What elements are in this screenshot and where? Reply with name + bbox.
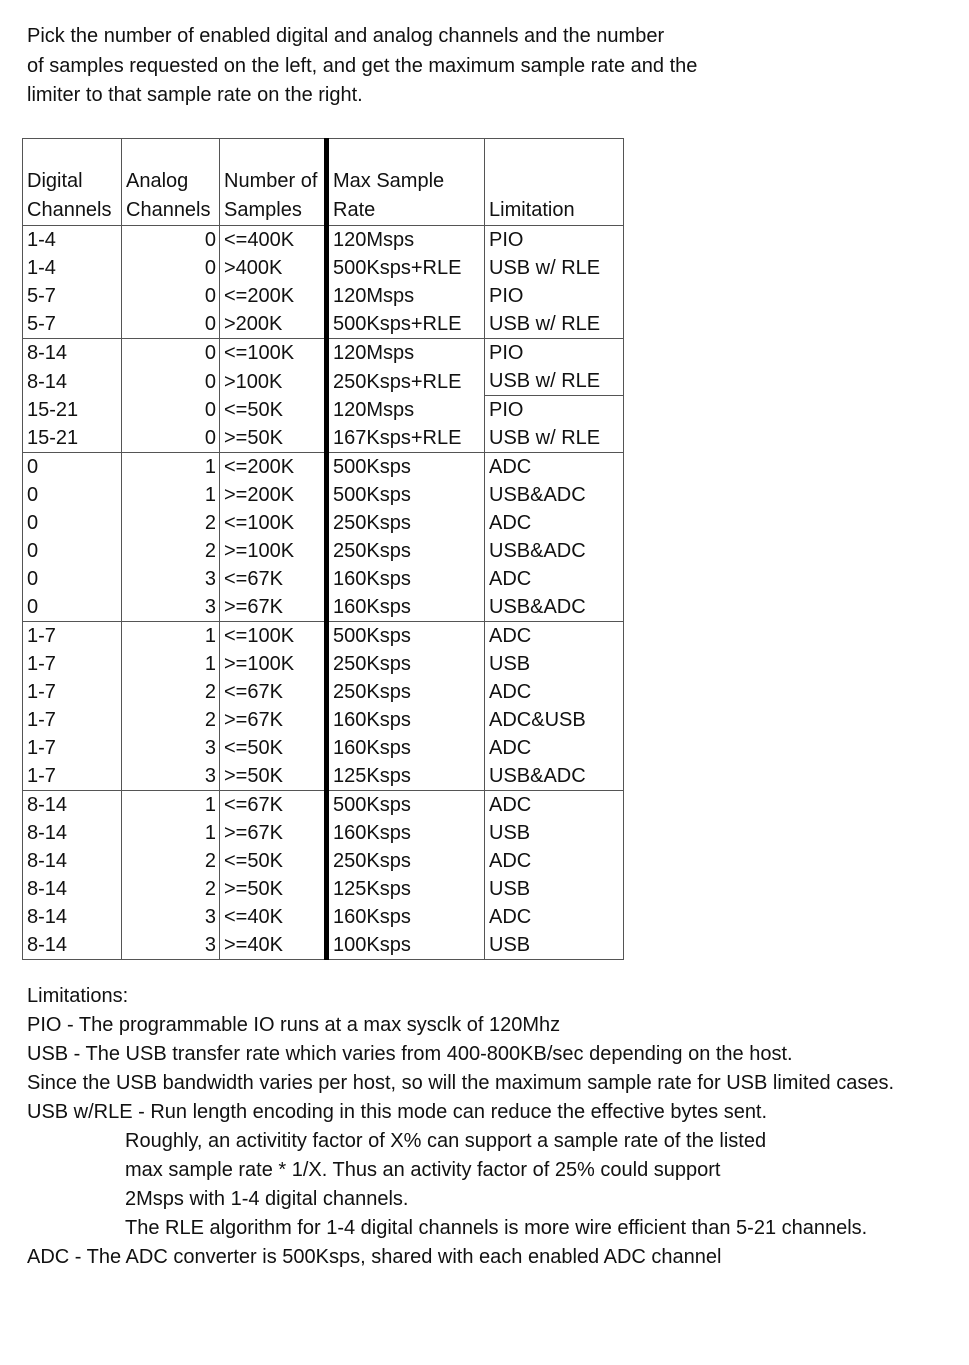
note-usb: USB - The USB transfer rate which varies from 400-800KB/sec depending on the host.	[27, 1043, 793, 1065]
cell-analog-channels: 0	[122, 254, 220, 282]
cell-digital-channels: 0	[23, 537, 122, 565]
intro-line: Pick the number of enabled digital and analog channels and the number	[27, 25, 665, 47]
cell-digital-channels: 8-14	[23, 367, 122, 396]
cell-digital-channels: 1-7	[23, 678, 122, 706]
table-row	[23, 819, 624, 847]
cell-analog-channels: 2	[122, 509, 220, 537]
cell-limitation: ADC	[485, 791, 624, 820]
cell-analog-channels: 3	[122, 903, 220, 931]
table-row	[23, 931, 624, 960]
cell-limitation: PIO	[485, 282, 624, 310]
cell-max-sample-rate: 250Ksps	[327, 847, 485, 875]
table-row	[23, 282, 624, 310]
cell-analog-channels: 1	[122, 622, 220, 651]
cell-digital-channels: 15-21	[23, 396, 122, 425]
cell-analog-channels: 2	[122, 875, 220, 903]
cell-max-sample-rate: 250Ksps+RLE	[327, 367, 485, 396]
table-row	[23, 226, 624, 255]
cell-digital-channels: 0	[23, 593, 122, 622]
table-row	[23, 565, 624, 593]
cell-limitation: ADC	[485, 509, 624, 537]
cell-digital-channels: 8-14	[23, 847, 122, 875]
cell-analog-channels: 2	[122, 537, 220, 565]
cell-digital-channels: 1-4	[23, 254, 122, 282]
cell-max-sample-rate: 160Ksps	[327, 593, 485, 622]
table-row	[23, 706, 624, 734]
cell-digital-channels: 5-7	[23, 310, 122, 339]
cell-max-sample-rate: 125Ksps	[327, 762, 485, 791]
cell-number-of-samples: >=67K	[220, 593, 327, 622]
cell-digital-channels: 5-7	[23, 282, 122, 310]
cell-max-sample-rate: 160Ksps	[327, 706, 485, 734]
cell-limitation: USB&ADC	[485, 762, 624, 791]
table-row	[23, 650, 624, 678]
cell-limitation: USB&ADC	[485, 481, 624, 509]
cell-number-of-samples: >=50K	[220, 875, 327, 903]
cell-digital-channels: 0	[23, 453, 122, 482]
cell-digital-channels: 1-7	[23, 622, 122, 651]
note-pio: PIO - The programmable IO runs at a max sysclk of 120Mhz	[27, 1014, 561, 1036]
cell-analog-channels: 0	[122, 396, 220, 425]
cell-digital-channels: 15-21	[23, 424, 122, 453]
cell-max-sample-rate: 160Ksps	[327, 819, 485, 847]
note-rle-detail: max sample rate * 1/X. Thus an activity factor of 25% could support	[125, 1159, 721, 1181]
table-row	[23, 791, 624, 820]
cell-max-sample-rate: 250Ksps	[327, 509, 485, 537]
cell-limitation: USB&ADC	[485, 537, 624, 565]
intro-line: of samples requested on the left, and get the maximum sample rate and the	[27, 54, 698, 77]
cell-limitation: USB	[485, 931, 624, 960]
cell-limitation: USB	[485, 875, 624, 903]
cell-max-sample-rate: 250Ksps	[327, 650, 485, 678]
cell-digital-channels: 8-14	[23, 339, 122, 368]
table-row	[23, 396, 624, 425]
note-rle-detail: 2Msps with 1-4 digital channels.	[125, 1188, 409, 1210]
cell-digital-channels: 8-14	[23, 791, 122, 820]
cell-limitation: ADC&USB	[485, 706, 624, 734]
table-row	[23, 734, 624, 762]
cell-analog-channels: 0	[122, 226, 220, 255]
intro-line: limiter to that sample rate on the right.	[27, 84, 363, 106]
header-max-sample-rate: Max Sample Rate	[327, 139, 485, 226]
cell-digital-channels: 1-7	[23, 650, 122, 678]
table-row	[23, 424, 624, 453]
cell-number-of-samples: >200K	[220, 310, 327, 339]
cell-limitation: ADC	[485, 734, 624, 762]
header-limitation: Limitation	[485, 139, 624, 226]
cell-analog-channels: 1	[122, 650, 220, 678]
cell-analog-channels: 1	[122, 481, 220, 509]
cell-digital-channels: 1-7	[23, 762, 122, 791]
cell-max-sample-rate: 250Ksps	[327, 537, 485, 565]
sample-rate-table	[22, 138, 624, 960]
cell-limitation: USB	[485, 650, 624, 678]
cell-max-sample-rate: 160Ksps	[327, 903, 485, 931]
cell-number-of-samples: >100K	[220, 367, 327, 396]
cell-limitation: USB&ADC	[485, 593, 624, 622]
table-row	[23, 254, 624, 282]
table-row	[23, 481, 624, 509]
cell-limitation: PIO	[485, 396, 624, 425]
limitations-notes	[27, 982, 957, 1272]
note-usb-rle: USB w/RLE - Run length encoding in this mode can reduce the effective bytes sent.	[27, 1101, 768, 1123]
cell-analog-channels: 0	[122, 367, 220, 396]
cell-analog-channels: 3	[122, 565, 220, 593]
cell-analog-channels: 0	[122, 282, 220, 310]
cell-max-sample-rate: 120Msps	[327, 396, 485, 425]
cell-number-of-samples: >=67K	[220, 706, 327, 734]
table-row	[23, 678, 624, 706]
cell-analog-channels: 3	[122, 931, 220, 960]
cell-analog-channels: 3	[122, 762, 220, 791]
cell-analog-channels: 1	[122, 453, 220, 482]
cell-digital-channels: 8-14	[23, 875, 122, 903]
cell-analog-channels: 0	[122, 310, 220, 339]
note-adc: ADC - The ADC converter is 500Ksps, shared with each enabled ADC channel	[27, 1246, 722, 1268]
cell-number-of-samples: <=40K	[220, 903, 327, 931]
cell-max-sample-rate: 160Ksps	[327, 565, 485, 593]
cell-digital-channels: 8-14	[23, 819, 122, 847]
cell-analog-channels: 3	[122, 734, 220, 762]
cell-max-sample-rate: 120Msps	[327, 339, 485, 368]
table-row	[23, 875, 624, 903]
cell-limitation: USB w/ RLE	[485, 367, 624, 396]
cell-digital-channels: 1-7	[23, 734, 122, 762]
cell-number-of-samples: >=50K	[220, 762, 327, 791]
cell-number-of-samples: <=67K	[220, 565, 327, 593]
table-row	[23, 903, 624, 931]
cell-digital-channels: 8-14	[23, 903, 122, 931]
cell-analog-channels: 2	[122, 706, 220, 734]
cell-max-sample-rate: 500Ksps	[327, 622, 485, 651]
cell-analog-channels: 3	[122, 593, 220, 622]
table-row	[23, 622, 624, 651]
sample-rate-table-container	[22, 138, 624, 960]
cell-max-sample-rate: 250Ksps	[327, 678, 485, 706]
cell-analog-channels: 0	[122, 339, 220, 368]
table-header-row	[23, 139, 624, 226]
cell-limitation: USB w/ RLE	[485, 310, 624, 339]
cell-digital-channels: 8-14	[23, 931, 122, 960]
cell-digital-channels: 1-7	[23, 706, 122, 734]
cell-number-of-samples: <=400K	[220, 226, 327, 255]
header-number-of-samples: Number of Samples	[220, 139, 327, 226]
cell-max-sample-rate: 500Ksps	[327, 481, 485, 509]
cell-analog-channels: 1	[122, 819, 220, 847]
cell-analog-channels: 2	[122, 847, 220, 875]
cell-limitation: PIO	[485, 226, 624, 255]
cell-number-of-samples: <=100K	[220, 509, 327, 537]
cell-number-of-samples: <=200K	[220, 282, 327, 310]
header-analog-channels: Analog Channels	[122, 139, 220, 226]
table-row	[23, 762, 624, 791]
cell-number-of-samples: >400K	[220, 254, 327, 282]
cell-number-of-samples: <=100K	[220, 622, 327, 651]
table-row	[23, 453, 624, 482]
table-row	[23, 367, 624, 396]
cell-max-sample-rate: 100Ksps	[327, 931, 485, 960]
cell-digital-channels: 0	[23, 565, 122, 593]
cell-number-of-samples: <=67K	[220, 678, 327, 706]
cell-max-sample-rate: 167Ksps+RLE	[327, 424, 485, 453]
note-rle-detail: Roughly, an activitity factor of X% can support a sample rate of the listed	[125, 1130, 767, 1152]
cell-number-of-samples: <=100K	[220, 339, 327, 368]
intro-text	[27, 22, 927, 111]
cell-number-of-samples: >=200K	[220, 481, 327, 509]
cell-max-sample-rate: 500Ksps+RLE	[327, 310, 485, 339]
cell-limitation: USB w/ RLE	[485, 254, 624, 282]
cell-max-sample-rate: 160Ksps	[327, 734, 485, 762]
cell-digital-channels: 0	[23, 481, 122, 509]
table-row	[23, 593, 624, 622]
cell-max-sample-rate: 500Ksps+RLE	[327, 254, 485, 282]
cell-limitation: ADC	[485, 622, 624, 651]
cell-number-of-samples: <=50K	[220, 396, 327, 425]
cell-digital-channels: 1-4	[23, 226, 122, 255]
cell-number-of-samples: >=40K	[220, 931, 327, 960]
table-row	[23, 509, 624, 537]
cell-number-of-samples: <=67K	[220, 791, 327, 820]
notes-heading: Limitations:	[27, 985, 129, 1007]
cell-limitation: ADC	[485, 565, 624, 593]
table-row	[23, 339, 624, 368]
cell-analog-channels: 1	[122, 791, 220, 820]
cell-number-of-samples: >=100K	[220, 537, 327, 565]
cell-number-of-samples: >=50K	[220, 424, 327, 453]
cell-limitation: USB	[485, 819, 624, 847]
cell-max-sample-rate: 120Msps	[327, 282, 485, 310]
cell-number-of-samples: >=100K	[220, 650, 327, 678]
cell-number-of-samples: <=50K	[220, 847, 327, 875]
cell-digital-channels: 0	[23, 509, 122, 537]
cell-limitation: USB w/ RLE	[485, 424, 624, 453]
cell-limitation: ADC	[485, 847, 624, 875]
cell-limitation: ADC	[485, 678, 624, 706]
cell-max-sample-rate: 125Ksps	[327, 875, 485, 903]
header-digital-channels: Digital Channels	[23, 139, 122, 226]
cell-limitation: PIO	[485, 339, 624, 368]
cell-max-sample-rate: 500Ksps	[327, 453, 485, 482]
note-usb-bandwidth: Since the USB bandwidth varies per host, so will the maximum sample rate for USB limited cases.	[27, 1072, 895, 1094]
cell-number-of-samples: <=200K	[220, 453, 327, 482]
table-row	[23, 847, 624, 875]
note-rle-detail: The RLE algorithm for 1-4 digital channels is more wire efficient than 5-21 channels.	[125, 1217, 868, 1239]
cell-number-of-samples: <=50K	[220, 734, 327, 762]
cell-number-of-samples: >=67K	[220, 819, 327, 847]
table-row	[23, 310, 624, 339]
table-row	[23, 537, 624, 565]
cell-limitation: ADC	[485, 903, 624, 931]
cell-analog-channels: 2	[122, 678, 220, 706]
cell-max-sample-rate: 120Msps	[327, 226, 485, 255]
cell-limitation: ADC	[485, 453, 624, 482]
cell-max-sample-rate: 500Ksps	[327, 791, 485, 820]
cell-analog-channels: 0	[122, 424, 220, 453]
